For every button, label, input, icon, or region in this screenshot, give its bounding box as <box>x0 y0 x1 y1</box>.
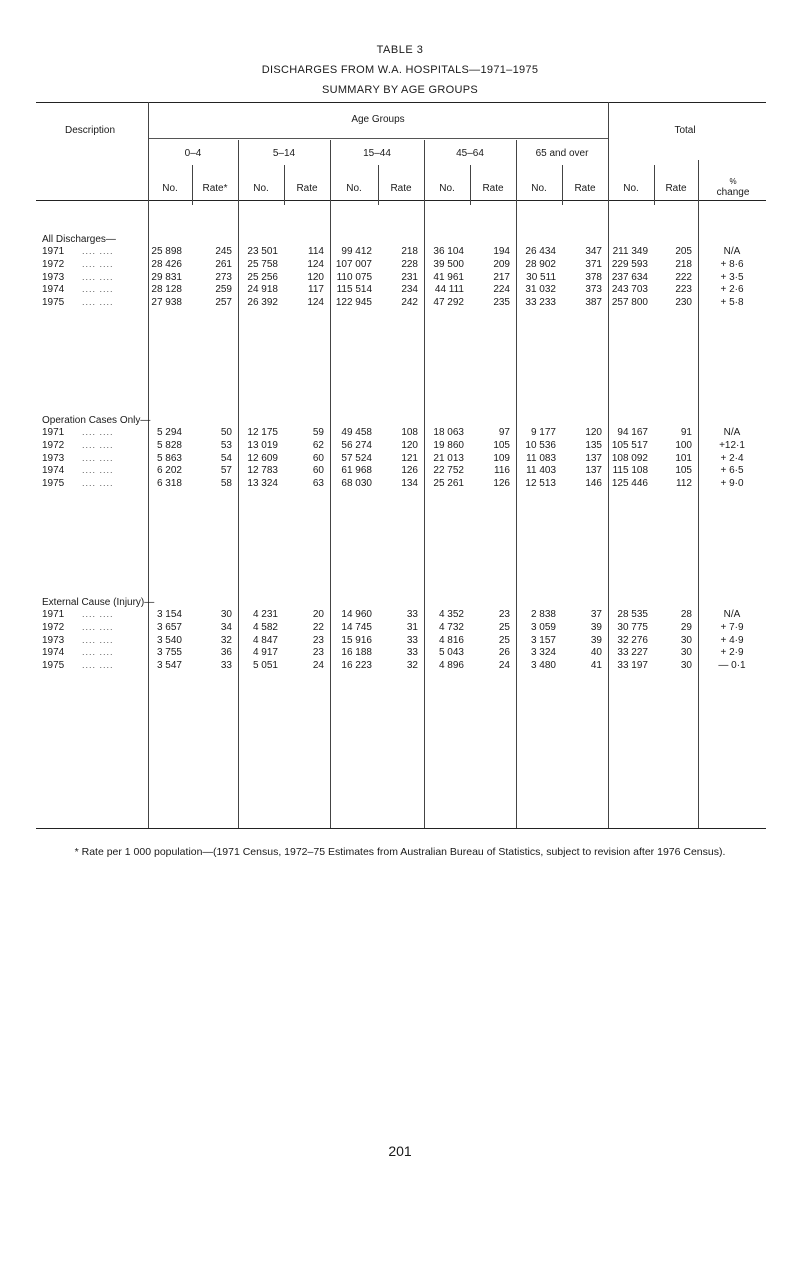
table-cell-rate: 209 <box>493 258 510 270</box>
table-cell-rate: 33 <box>406 647 418 659</box>
year-label: 1973 <box>42 452 65 464</box>
table-cell-no: 33 197 <box>617 660 648 672</box>
table-cell-rate: 114 <box>308 246 324 257</box>
col-no: No. <box>439 183 455 194</box>
table-cell-rate: 230 <box>675 297 692 309</box>
table-cell-change: N/A <box>723 427 741 438</box>
table-cell-change: — 0·1 <box>718 660 746 672</box>
table-cell-no: 99 412 <box>341 246 372 257</box>
table-cell-rate: 217 <box>493 271 510 283</box>
table-cell-rate: 57 <box>220 465 232 477</box>
table-cell-rate: 28 <box>680 609 692 620</box>
table-cell-rate: 137 <box>585 452 602 464</box>
table-cell-change: + 2·4 <box>720 452 744 464</box>
table-cell-no: 4 582 <box>252 621 278 633</box>
table-cell-no: 31 032 <box>525 284 556 296</box>
page-number: 201 <box>388 1143 412 1159</box>
col-no: No. <box>623 183 639 194</box>
table-cell-no: 19 860 <box>433 439 464 451</box>
table-cell-no: 23 501 <box>247 246 278 257</box>
table-cell-no: 237 634 <box>611 271 648 283</box>
table-cell-rate: 105 <box>493 439 510 451</box>
table-cell-rate: 120 <box>585 427 602 438</box>
table-cell-rate: 37 <box>590 609 602 620</box>
leader-dots: .... .... <box>82 427 114 437</box>
age-group-15-44: 15–44 <box>363 148 391 159</box>
year-label: 1972 <box>42 439 65 451</box>
table-cell-no: 5 043 <box>438 647 464 659</box>
table-cell-rate: 34 <box>220 621 232 633</box>
table-cell-no: 18 063 <box>433 427 464 438</box>
year-label: 1974 <box>42 647 65 659</box>
table-cell-no: 229 593 <box>611 258 648 270</box>
year-label: 1971 <box>42 246 65 257</box>
table-cell-no: 47 292 <box>433 297 464 309</box>
table-cell-no: 3 540 <box>156 634 182 646</box>
leader-dots: .... .... <box>82 647 114 658</box>
age-group-5-14: 5–14 <box>272 148 296 159</box>
table-cell-no: 57 524 <box>341 452 372 464</box>
year-label: 1975 <box>42 297 65 309</box>
table-cell-no: 33 233 <box>525 297 556 309</box>
col-rate: Rate <box>296 183 318 194</box>
table-cell-rate: 60 <box>312 465 324 477</box>
table-cell-rate: 30 <box>680 647 692 659</box>
table-cell-no: 10 536 <box>525 439 556 451</box>
table-cell-no: 12 175 <box>247 427 278 438</box>
col-rate: Rate <box>665 183 687 194</box>
table-cell-no: 26 392 <box>247 297 278 309</box>
table-cell-rate: 24 <box>498 660 510 672</box>
table-cell-no: 12 609 <box>247 452 278 464</box>
leader-dots: .... .... <box>82 465 114 476</box>
leader-dots: .... .... <box>82 258 114 269</box>
table-cell-no: 39 500 <box>433 258 464 270</box>
table-cell-rate: 261 <box>215 258 232 270</box>
col-divider <box>698 160 699 828</box>
age-groups-header: Age Groups <box>351 114 405 125</box>
table-cell-change: + 5·8 <box>720 297 744 309</box>
table-cell-rate: 23 <box>498 609 510 620</box>
table-cell-change: +12·1 <box>719 439 745 451</box>
table-cell-rate: 373 <box>585 284 602 296</box>
table-cell-no: 9 177 <box>530 427 556 438</box>
table-cell-no: 21 013 <box>433 452 464 464</box>
table-cell-no: 107 007 <box>335 258 372 270</box>
table-cell-no: 41 961 <box>433 271 464 283</box>
table-cell-rate: 23 <box>312 647 324 659</box>
table-cell-rate: 63 <box>312 478 324 490</box>
table-cell-change: + 7·9 <box>720 621 744 633</box>
year-label: 1975 <box>42 478 65 490</box>
table-cell-change: + 2·9 <box>720 647 744 659</box>
table-cell-no: 108 092 <box>611 452 648 464</box>
table-cell-rate: 347 <box>585 246 602 257</box>
table-cell-rate: 32 <box>220 634 232 646</box>
table-cell-no: 3 480 <box>530 660 556 672</box>
table-cell-no: 4 896 <box>438 660 464 672</box>
table-cell-rate: 222 <box>675 271 692 283</box>
year-label: 1972 <box>42 258 65 270</box>
year-label: 1974 <box>42 465 65 477</box>
table-cell-no: 49 458 <box>341 427 372 438</box>
table-cell-rate: 23 <box>312 634 324 646</box>
section-label: All Discharges— <box>42 234 116 245</box>
year-label: 1974 <box>42 284 65 296</box>
table-cell-rate: 112 <box>676 478 692 490</box>
table-cell-rate: 121 <box>401 452 418 464</box>
table-cell-rate: 32 <box>406 660 418 672</box>
table-cell-rate: 387 <box>585 297 602 309</box>
total-header: Total <box>674 125 696 136</box>
col-change: change <box>716 187 750 198</box>
table-subheading: SUMMARY BY AGE GROUPS <box>321 84 479 96</box>
table-cell-no: 125 446 <box>611 478 648 490</box>
table-cell-rate: 30 <box>680 660 692 672</box>
table-cell-no: 5 863 <box>156 452 182 464</box>
table-cell-no: 36 104 <box>433 246 464 257</box>
age-group-0-4: 0–4 <box>184 148 202 159</box>
table-cell-rate: 259 <box>215 284 232 296</box>
top-rule <box>36 102 766 103</box>
table-cell-no: 3 547 <box>156 660 182 672</box>
col-rate: Rate* <box>202 183 228 194</box>
leader-dots: .... .... <box>82 634 114 645</box>
table-cell-no: 3 157 <box>530 634 556 646</box>
table-cell-rate: 120 <box>307 271 324 283</box>
table-cell-no: 32 276 <box>617 634 648 646</box>
table-cell-rate: 257 <box>215 297 232 309</box>
table-cell-rate: 24 <box>312 660 324 672</box>
table-cell-no: 94 167 <box>617 427 648 438</box>
table-cell-rate: 116 <box>494 465 510 477</box>
table-cell-no: 14 745 <box>341 621 372 633</box>
year-label: 1973 <box>42 271 65 283</box>
table-cell-rate: 234 <box>401 284 418 296</box>
table-cell-no: 115 514 <box>336 284 372 296</box>
table-cell-rate: 41 <box>590 660 602 672</box>
table-cell-no: 5 294 <box>156 427 182 438</box>
table-cell-rate: 25 <box>498 621 510 633</box>
table-cell-no: 4 917 <box>252 647 278 659</box>
table-cell-no: 25 898 <box>151 246 182 257</box>
table-cell-no: 56 274 <box>341 439 372 451</box>
table-cell-rate: 109 <box>493 452 510 464</box>
table-cell-rate: 39 <box>590 621 602 633</box>
table-cell-no: 13 324 <box>247 478 278 490</box>
age-groups-rule <box>148 138 608 139</box>
table-cell-no: 3 657 <box>156 621 182 633</box>
table-cell-no: 115 108 <box>612 465 648 477</box>
table-cell-change: N/A <box>723 609 741 620</box>
table-cell-no: 33 227 <box>617 647 648 659</box>
table-cell-rate: 53 <box>220 439 232 451</box>
year-label: 1973 <box>42 634 65 646</box>
table-cell-rate: 137 <box>585 465 602 477</box>
table-cell-no: 25 758 <box>247 258 278 270</box>
table-cell-no: 16 223 <box>341 660 372 672</box>
table-cell-rate: 25 <box>498 634 510 646</box>
table-cell-rate: 205 <box>675 246 692 257</box>
table-cell-rate: 242 <box>401 297 418 309</box>
table-cell-rate: 231 <box>401 271 418 283</box>
table-cell-rate: 108 <box>401 427 418 438</box>
table-cell-rate: 245 <box>215 246 232 257</box>
table-cell-change: + 8·6 <box>720 258 744 270</box>
table-cell-no: 27 938 <box>151 297 182 309</box>
table-cell-no: 28 426 <box>151 258 182 270</box>
table-cell-rate: 117 <box>308 284 324 296</box>
leader-dots: .... .... <box>82 246 114 256</box>
table-cell-rate: 36 <box>220 647 232 659</box>
table-cell-rate: 194 <box>493 246 510 257</box>
table-cell-no: 4 847 <box>252 634 278 646</box>
age-group-65-over: 65 and over <box>535 148 589 159</box>
table-cell-no: 61 968 <box>341 465 372 477</box>
year-label: 1971 <box>42 427 65 438</box>
table-cell-no: 30 775 <box>617 621 648 633</box>
description-header: Description <box>64 125 116 136</box>
col-rate: Rate <box>482 183 504 194</box>
table-bottom-rule <box>36 828 766 829</box>
table-cell-rate: 33 <box>406 634 418 646</box>
col-no: No. <box>531 183 547 194</box>
table-cell-no: 11 403 <box>526 465 556 477</box>
table-cell-no: 28 535 <box>617 609 648 620</box>
table-cell-rate: 105 <box>675 465 692 477</box>
table-cell-no: 4 816 <box>438 634 464 646</box>
table-cell-no: 5 051 <box>252 660 278 672</box>
table-cell-rate: 20 <box>312 609 324 620</box>
table-cell-rate: 101 <box>675 452 692 464</box>
leader-dots: .... .... <box>82 452 114 463</box>
table-cell-rate: 126 <box>493 478 510 490</box>
table-cell-rate: 33 <box>220 660 232 672</box>
table-cell-change: N/A <box>723 246 741 257</box>
table-cell-rate: 22 <box>312 621 324 633</box>
section-label: Operation Cases Only— <box>42 415 151 426</box>
table-cell-no: 26 434 <box>525 246 556 257</box>
table-cell-no: 16 188 <box>341 647 372 659</box>
leader-dots: .... .... <box>82 439 114 450</box>
table-cell-no: 122 945 <box>335 297 372 309</box>
table-heading: DISCHARGES FROM W.A. HOSPITALS—1971–1975 <box>261 64 539 76</box>
table-cell-rate: 224 <box>493 284 510 296</box>
table-cell-no: 4 732 <box>438 621 464 633</box>
year-label: 1971 <box>42 609 65 620</box>
leader-dots: .... .... <box>82 297 114 308</box>
table-cell-rate: 58 <box>220 478 232 490</box>
table-cell-rate: 31 <box>406 621 418 633</box>
table-cell-rate: 124 <box>307 297 324 309</box>
table-cell-rate: 100 <box>675 439 692 451</box>
leader-dots: .... .... <box>82 660 114 671</box>
table-cell-no: 2 838 <box>530 609 556 620</box>
table-cell-rate: 218 <box>675 258 692 270</box>
table-cell-no: 12 783 <box>247 465 278 477</box>
leader-dots: .... .... <box>82 478 114 489</box>
table-cell-rate: 134 <box>401 478 418 490</box>
table-cell-rate: 30 <box>680 634 692 646</box>
table-cell-rate: 273 <box>215 271 232 283</box>
table-cell-no: 5 828 <box>156 439 182 451</box>
year-label: 1975 <box>42 660 65 672</box>
table-cell-change: + 4·9 <box>720 634 744 646</box>
table-cell-rate: 60 <box>312 452 324 464</box>
table-cell-no: 11 083 <box>526 452 556 464</box>
table-cell-rate: 146 <box>585 478 602 490</box>
table-cell-rate: 62 <box>312 439 324 451</box>
table-cell-no: 25 256 <box>247 271 278 283</box>
table-cell-rate: 378 <box>585 271 602 283</box>
table-cell-change: + 2·6 <box>720 284 744 296</box>
table-cell-rate: 124 <box>307 258 324 270</box>
table-cell-rate: 29 <box>680 621 692 633</box>
table-cell-no: 12 513 <box>525 478 556 490</box>
table-number: TABLE 3 <box>376 44 424 56</box>
leader-dots: .... .... <box>82 621 114 632</box>
col-pct-symbol: % <box>729 177 737 186</box>
table-cell-no: 3 755 <box>156 647 182 659</box>
table-cell-no: 13 019 <box>247 439 278 451</box>
table-cell-no: 25 261 <box>433 478 464 490</box>
table-cell-rate: 97 <box>498 427 510 438</box>
table-cell-no: 257 800 <box>611 297 648 309</box>
table-cell-rate: 223 <box>675 284 692 296</box>
col-no: No. <box>253 183 269 194</box>
table-cell-no: 6 318 <box>156 478 182 490</box>
table-cell-no: 3 324 <box>530 647 556 659</box>
table-cell-rate: 33 <box>406 609 418 620</box>
table-cell-rate: 50 <box>220 427 232 438</box>
table-cell-no: 4 352 <box>438 609 464 620</box>
table-cell-rate: 371 <box>585 258 602 270</box>
table-cell-rate: 228 <box>401 258 418 270</box>
table-cell-rate: 39 <box>590 634 602 646</box>
col-rate: Rate <box>574 183 596 194</box>
col-rate: Rate <box>390 183 412 194</box>
table-cell-no: 15 916 <box>341 634 372 646</box>
table-cell-no: 6 202 <box>156 465 182 477</box>
col-no: No. <box>162 183 178 194</box>
table-cell-no: 28 902 <box>525 258 556 270</box>
year-label: 1972 <box>42 621 65 633</box>
table-cell-rate: 91 <box>680 427 692 438</box>
table-cell-change: + 6·5 <box>720 465 744 477</box>
col-no: No. <box>346 183 362 194</box>
table-cell-rate: 26 <box>498 647 510 659</box>
table-cell-no: 14 960 <box>341 609 372 620</box>
table-cell-rate: 235 <box>493 297 510 309</box>
table-cell-no: 24 918 <box>247 284 278 296</box>
table-cell-rate: 135 <box>585 439 602 451</box>
leader-dots: .... .... <box>82 609 114 619</box>
table-cell-no: 44 111 <box>434 284 464 296</box>
table-cell-rate: 120 <box>401 439 418 451</box>
table-cell-change: + 3·5 <box>720 271 744 283</box>
table-cell-no: 29 831 <box>151 271 182 283</box>
table-cell-rate: 30 <box>220 609 232 620</box>
table-cell-change: + 9·0 <box>720 478 744 490</box>
table-cell-rate: 218 <box>401 246 418 257</box>
table-cell-no: 105 517 <box>611 439 648 451</box>
table-cell-no: 68 030 <box>341 478 372 490</box>
table-cell-no: 211 349 <box>612 246 648 257</box>
header-bottom-rule <box>36 200 766 201</box>
table-cell-no: 28 128 <box>151 284 182 296</box>
table-cell-rate: 40 <box>590 647 602 659</box>
table-cell-no: 30 511 <box>526 271 556 283</box>
age-group-45-64: 45–64 <box>456 148 484 159</box>
footnote: * Rate per 1 000 population—(1971 Census, 1972–75 Estimates from Australian Bureau of Statistics, subject to revision after 1976 Census). <box>74 846 726 858</box>
table-cell-no: 3 154 <box>156 609 182 620</box>
table-cell-no: 243 703 <box>611 284 648 296</box>
table-cell-rate: 54 <box>220 452 232 464</box>
table-cell-rate: 126 <box>401 465 418 477</box>
table-cell-no: 110 075 <box>336 271 372 283</box>
table-cell-no: 4 231 <box>252 609 278 620</box>
leader-dots: .... .... <box>82 271 114 282</box>
table-cell-rate: 59 <box>312 427 324 438</box>
section-label: External Cause (Injury)— <box>42 597 155 608</box>
table-cell-no: 22 752 <box>433 465 464 477</box>
leader-dots: .... .... <box>82 284 114 295</box>
table-cell-no: 3 059 <box>530 621 556 633</box>
